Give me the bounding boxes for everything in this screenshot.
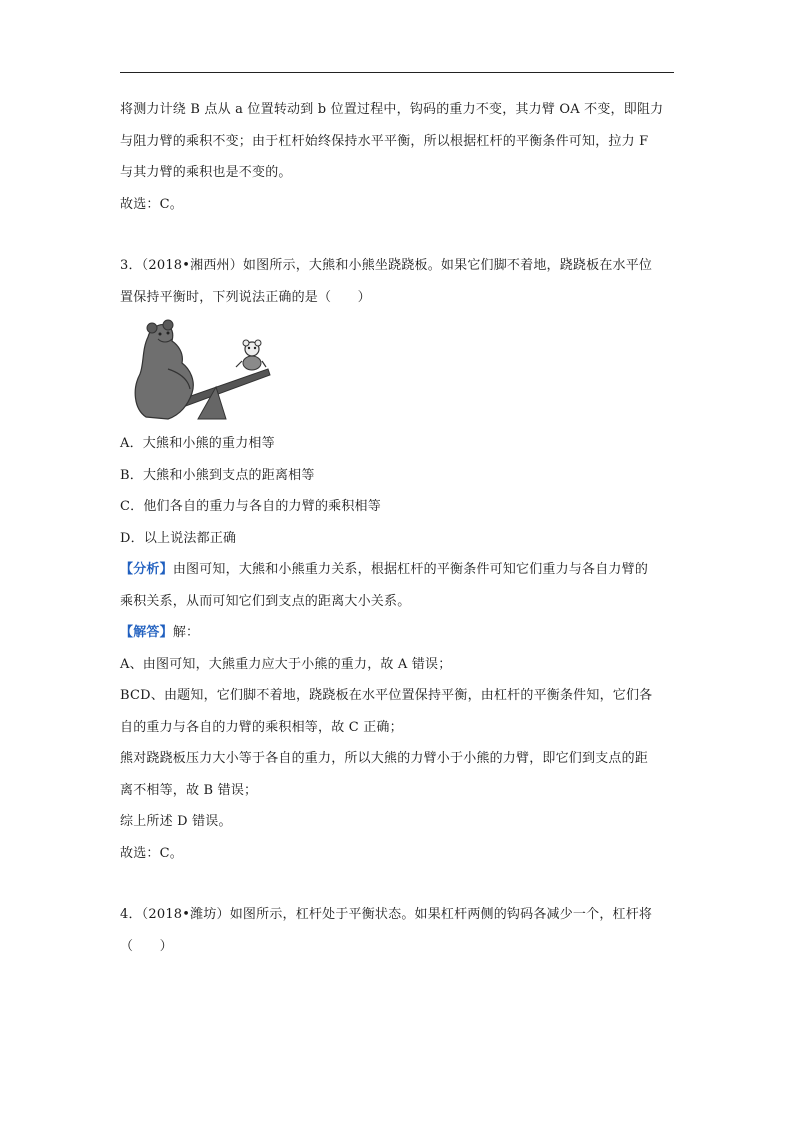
- q3-analysis-line-2: 乘积关系，从而可知它们到支点的距离大小关系。: [120, 593, 411, 609]
- q3-stem-line-2: 置保持平衡时，下列说法正确的是（ ）: [120, 289, 371, 305]
- q3-analysis-text-1: 由图可知，大熊和小熊重力关系，根据杠杆的平衡条件可知它们重力与各自力臂的: [172, 562, 649, 577]
- analysis-tag: 【分析】: [120, 562, 173, 577]
- prev-answer-line-3: 与其力臂的乘积也是不变的。: [120, 165, 292, 180]
- q3-answer-head: [120, 617, 680, 649]
- q4-stem-line-1: 4．（2018•潍坊）如图所示，杠杆处于平衡状态。如果杠杆两侧的钩码各减少一个，杠杆将: [120, 907, 653, 922]
- q3-answer-line-1: A、由图可知，大熊重力应大于小熊的重力，故 A 错误；: [120, 656, 452, 672]
- prev-answer-line-1: 将测力计绕 B 点从 a 位置转动到 b 位置过程中，钩码的重力不变，其力臂 OA 不变，即阻力: [120, 102, 664, 117]
- q3-answer-head-text: 解：: [172, 625, 200, 640]
- q3-answer-line-6: 综上所述 D 错误。: [120, 814, 232, 829]
- prev-answer-choice: 故选：C。: [120, 196, 183, 212]
- q3-answer-line-2: BCD、由题知，它们脚不着地，跷跷板在水平位置保持平衡，由杠杆的平衡条件知，它们各: [120, 688, 653, 703]
- document-content: [120, 94, 680, 962]
- q3-answer-line-3: 自的重力与各自的力臂的乘积相等，故 C 正确；: [120, 719, 403, 735]
- q3-option-d: D．以上说法都正确: [120, 530, 237, 546]
- seesaw-bears-figure: [128, 319, 278, 424]
- q4-stem-line-2: （ ）: [120, 938, 173, 954]
- q3-answer-line-5: 离不相等，故 B 错误；: [120, 782, 258, 798]
- q3-analysis-line-1: [120, 554, 680, 586]
- question-3: [120, 250, 680, 869]
- q3-answer-line-4: 熊对跷跷板压力大小等于各自的重力，所以大熊的力臂小于小熊的力臂，即它们到支点的距: [120, 751, 649, 766]
- prev-answer-line-2: 与阻力臂的乘积不变；由于杠杆始终保持水平平衡，所以根据杠杆的平衡条件可知，拉力 F: [120, 133, 649, 149]
- answer-tag: 【解答】: [120, 625, 173, 640]
- prev-answer-block: [120, 94, 680, 220]
- q3-option-b: B．大熊和小熊到支点的距离相等: [120, 467, 315, 483]
- q3-choice: 故选：C。: [120, 845, 183, 861]
- question-4: [120, 899, 680, 962]
- q3-option-a: A．大熊和小熊的重力相等: [120, 436, 275, 451]
- q3-option-c: C．他们各自的重力与各自的力臂的乘积相等: [120, 499, 381, 514]
- q3-stem-line-1: 3．（2018•湘西州）如图所示，大熊和小熊坐跷跷板。如果它们脚不着地，跷跷板在水平位: [120, 258, 653, 273]
- header-rule: [120, 72, 674, 73]
